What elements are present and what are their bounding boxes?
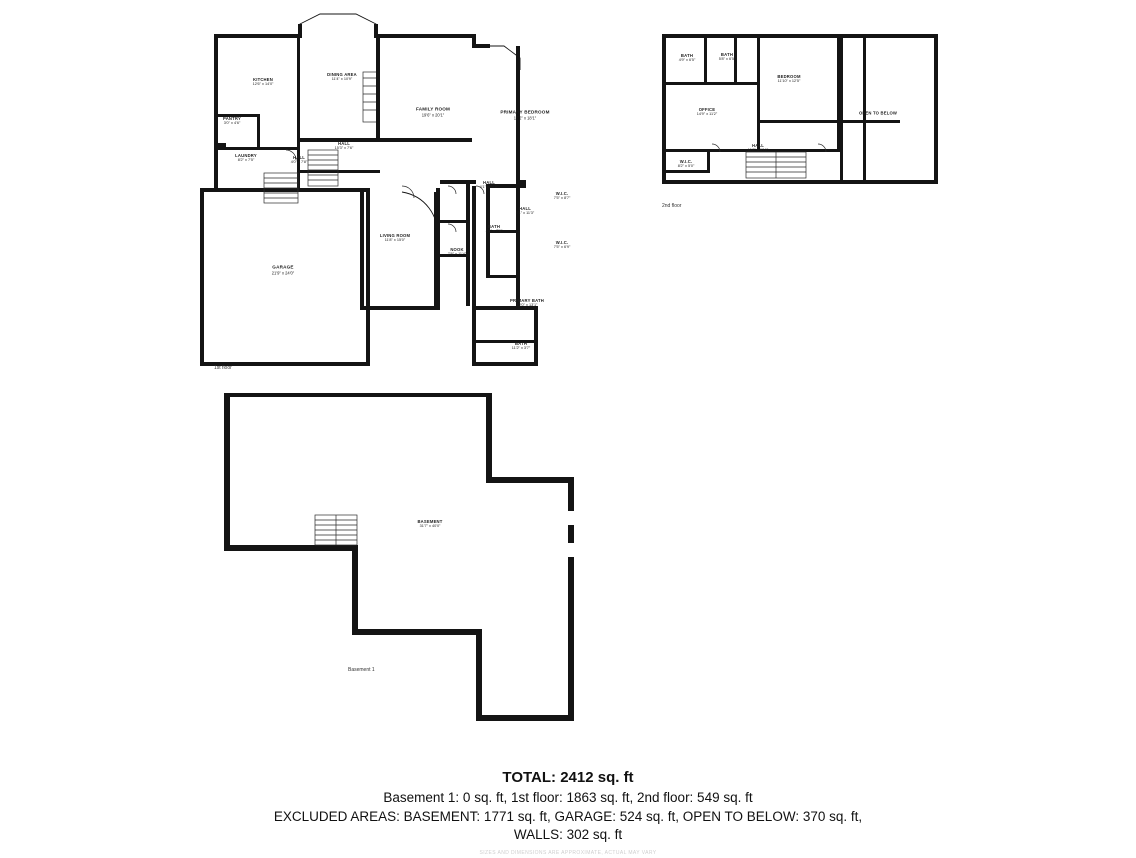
second-floor-plan xyxy=(650,20,950,230)
room-label: BATH 5'8" x 6'5" xyxy=(718,52,736,62)
excluded-areas-line-1: EXCLUDED AREAS: BASEMENT: 1771 sq. ft, GARAGE: 524 sq. ft, OPEN TO BELOW: 370 sq. ft, xyxy=(273,808,863,824)
room-label: HALL 4'1" x 20'8" xyxy=(479,180,499,190)
room-label: W.I.C. 7'5" x 6'9" xyxy=(553,240,571,250)
room-label: FAMILY ROOM 19'6" x 20'1" xyxy=(415,106,451,118)
room-label: HALL 4'0" x 7'8" xyxy=(290,155,308,165)
room-label: BEDROOM 11'10" x 12'5" xyxy=(777,74,801,84)
room-label: W.I.C. 8'2" x 5'0" xyxy=(677,159,695,169)
room-label: HALL 11'8" x 6'10" xyxy=(747,143,769,153)
room-label: GARAGE 21'9" x 24'0" xyxy=(271,264,295,276)
room-label: HALL 3'1" x 11'3" xyxy=(515,206,535,216)
floor-caption-basement: Basement 1 xyxy=(348,667,375,673)
room-label: BATH 4'9" x 6'5" xyxy=(678,53,696,63)
room-label: BATH 11'2" x 3'7" xyxy=(511,341,531,351)
room-label: PRIMARY BEDROOM 15'2" x 18'1" xyxy=(500,109,550,121)
room-label: W.I.C. 7'5" x 8'7" xyxy=(553,191,571,201)
basement-drawing xyxy=(200,385,620,735)
room-label: PRIMARY BATH 12'0" x 13'1" xyxy=(510,298,544,308)
room-label: OFFICE 14'9" x 11'2" xyxy=(696,107,718,117)
room-label: HALL 15'3" x 7'6" xyxy=(334,141,354,151)
floor-caption-first: 1st floor xyxy=(214,365,232,371)
second-floor-drawing xyxy=(650,20,950,230)
first-floor-drawing xyxy=(190,10,610,385)
excluded-areas-line-2: WALLS: 302 sq. ft xyxy=(513,826,623,842)
room-label: PANTRY 3'0" x 4'6" xyxy=(223,116,241,126)
room-label: NOOK 7'6" x 11'4" xyxy=(447,247,467,257)
summary-footer xyxy=(0,769,1136,844)
room-label: BATH 4'1" x 7'6" xyxy=(485,224,503,234)
first-floor-plan xyxy=(190,10,610,385)
room-label: DINING AREA 11'4" x 10'9" xyxy=(327,72,357,82)
room-label: BASEMENT 31'7" x 40'0" xyxy=(417,519,443,529)
floor-caption-second: 2nd floor xyxy=(662,203,682,209)
total-area: TOTAL: 2412 sq. ft xyxy=(502,769,634,787)
room-label: LIVING ROOM 11'8" x 15'0" xyxy=(379,233,411,243)
disclaimer-text: SIZES AND DIMENSIONS ARE APPROXIMATE, ACTUAL MAY VARY xyxy=(479,850,657,856)
basement-plan xyxy=(200,385,620,735)
floor-area-breakdown: Basement 1: 0 sq. ft, 1st floor: 1863 sq. ft, 2nd floor: 549 sq. ft xyxy=(383,790,753,806)
room-label: KITCHEN 12'6" x 14'0" xyxy=(252,77,274,87)
room-label: LAUNDRY 8'2" x 7'5" xyxy=(235,153,257,163)
room-label: OPEN TO BELOW xyxy=(858,110,898,116)
